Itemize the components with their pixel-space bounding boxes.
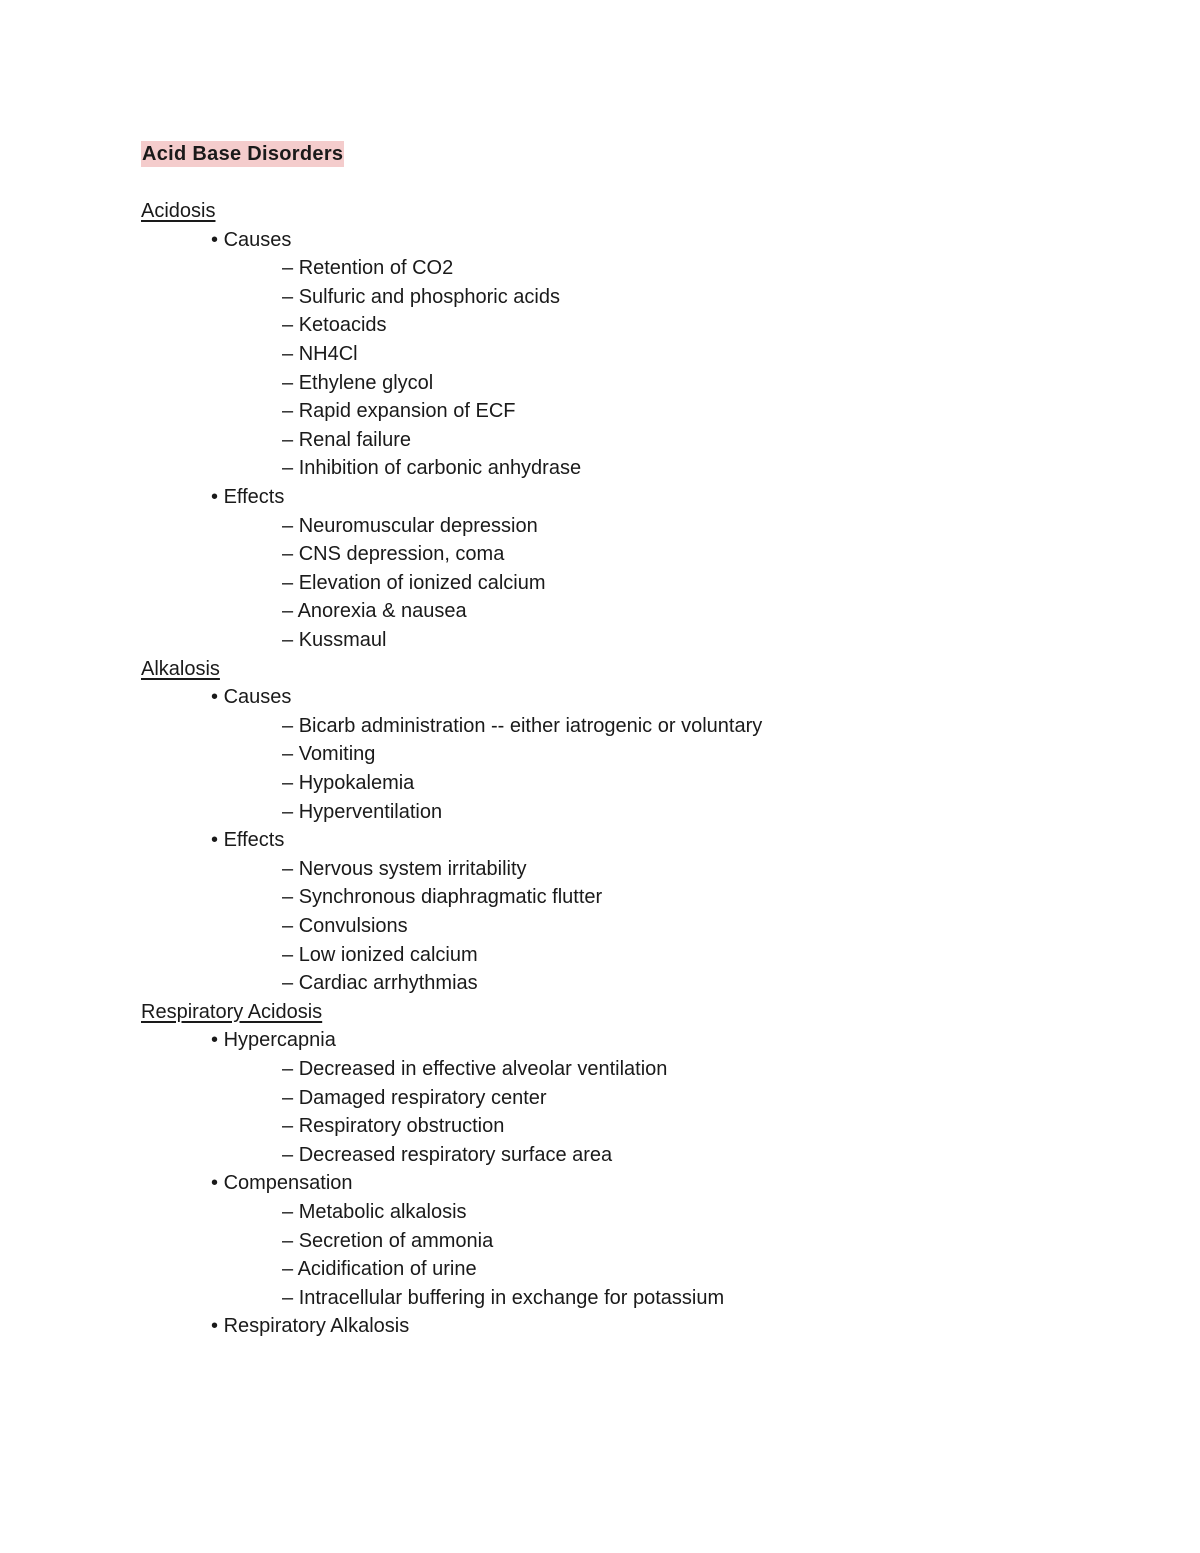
outline-dash-item — [282, 941, 478, 969]
outline-dash-item — [282, 397, 515, 425]
dash-item-text: Decreased in effective alveolar ventilation — [298, 1058, 668, 1080]
outline-bullet-item — [211, 1169, 353, 1197]
dash-item-text: Retention of CO2 — [298, 257, 454, 280]
dash-marker: – — [282, 343, 294, 365]
dash-marker: – — [282, 428, 294, 451]
outline-dash-item — [282, 969, 478, 997]
dash-marker: – — [282, 1258, 294, 1281]
dash-item-text: CNS depression, coma — [298, 543, 505, 566]
outline-bullet-item — [211, 483, 284, 511]
document-title: Acid Base Disorders — [142, 143, 344, 165]
outline-dash-item — [282, 626, 387, 654]
bullet-marker: • — [211, 829, 219, 852]
outline-bullet-item — [211, 1026, 336, 1054]
outline-dash-item — [282, 912, 408, 940]
dash-item-text: Synchronous diaphragmatic flutter — [298, 886, 603, 909]
dash-item-text: Anorexia & nausea — [297, 600, 467, 623]
dash-marker: – — [282, 1058, 294, 1080]
outline-dash-item — [282, 740, 375, 768]
dash-item-text: Vomiting — [298, 743, 376, 766]
dash-item-text: Neuromuscular depression — [298, 514, 538, 537]
outline-dash-item — [282, 1112, 504, 1140]
outline-dash-item — [282, 1084, 547, 1112]
outline-dash-item — [282, 769, 414, 797]
outline-dash-item — [282, 597, 467, 625]
outline-dash-item — [282, 1055, 667, 1083]
outline-bullet-item — [211, 226, 291, 254]
outline-dash-item — [282, 883, 602, 911]
outline-dash-item — [282, 569, 545, 597]
outline-dash-item — [282, 1198, 467, 1226]
dash-item-text: Metabolic alkalosis — [298, 1201, 467, 1223]
outline-dash-item — [282, 283, 560, 311]
dash-marker: – — [282, 400, 294, 423]
bullet-marker: • — [211, 486, 219, 508]
dash-item-text: NH4Cl — [298, 343, 358, 365]
dash-marker: – — [282, 1143, 294, 1166]
dash-item-text: Bicarb administration -- either iatrogenic or voluntary — [298, 714, 763, 737]
dash-item-text: Kussmaul — [298, 629, 387, 651]
outline-dash-item — [282, 855, 527, 883]
dash-marker: – — [282, 1115, 294, 1138]
dash-item-text: Intracellular buffering in exchange for potassium — [298, 1286, 725, 1309]
dash-marker: – — [282, 600, 294, 623]
outline-dash-item — [282, 254, 453, 282]
dash-marker: – — [282, 629, 294, 651]
outline-dash-item — [282, 426, 411, 454]
outline-dash-item — [282, 311, 387, 339]
dash-item-text: Sulfuric and phosphoric acids — [298, 285, 560, 308]
outline-dash-item — [282, 798, 442, 826]
outline-dash-item — [282, 1255, 477, 1283]
outline-dash-item — [282, 712, 762, 740]
outline-bullet-item — [211, 826, 284, 854]
dash-marker: – — [282, 285, 294, 308]
dash-item-text: Cardiac arrhythmias — [298, 972, 478, 995]
dash-item-text: Renal failure — [298, 428, 411, 451]
bullet-marker: • — [211, 1029, 219, 1052]
dash-item-text: Acidification of urine — [297, 1258, 477, 1281]
dash-item-text: Convulsions — [298, 915, 408, 937]
dash-marker: – — [282, 1229, 294, 1252]
dash-marker: – — [282, 943, 294, 966]
dash-marker: – — [282, 743, 294, 766]
dash-marker: – — [282, 1201, 294, 1223]
outline-dash-item — [282, 1227, 493, 1255]
dash-marker: – — [282, 972, 294, 995]
bullet-marker: • — [211, 686, 219, 709]
dash-marker: – — [282, 457, 294, 480]
dash-item-text: Inhibition of carbonic anhydrase — [298, 457, 582, 480]
dash-marker: – — [282, 915, 294, 937]
dash-marker: – — [282, 772, 294, 794]
section-heading: Alkalosis — [141, 657, 220, 680]
outline-bullet-item — [211, 683, 291, 711]
outline-dash-item — [282, 1284, 724, 1312]
dash-marker: – — [282, 1086, 294, 1109]
bullet-label: Hypercapnia — [223, 1029, 336, 1052]
dash-marker: – — [282, 571, 294, 594]
bullet-marker: • — [211, 1172, 219, 1195]
dash-marker: – — [282, 714, 294, 737]
dash-marker: – — [282, 886, 294, 909]
dash-item-text: Low ionized calcium — [298, 943, 478, 966]
dash-item-text: Nervous system irritability — [298, 857, 527, 880]
dash-marker: – — [282, 857, 294, 880]
bullet-label: Causes — [223, 686, 292, 709]
bullet-label: Respiratory Alkalosis — [223, 1315, 410, 1338]
dash-item-text: Rapid expansion of ECF — [298, 400, 516, 423]
dash-item-text: Ketoacids — [298, 314, 387, 337]
bullet-marker: • — [211, 228, 219, 251]
dash-item-text: Hyperventilation — [298, 800, 443, 823]
dash-marker: – — [282, 314, 294, 337]
dash-item-text: Elevation of ionized calcium — [298, 571, 546, 594]
bullet-label: Effects — [223, 486, 285, 508]
dash-marker: – — [282, 1286, 294, 1309]
outline-dash-item — [282, 369, 433, 397]
bullet-label: Effects — [223, 829, 285, 852]
section-heading: Respiratory Acidosis — [141, 1000, 323, 1023]
outline-bullet-item — [211, 1312, 409, 1340]
outline-dash-item — [282, 540, 504, 568]
section-heading: Acidosis — [141, 200, 216, 222]
outline-dash-item — [282, 512, 538, 540]
bullet-label: Compensation — [223, 1172, 353, 1195]
outline-dash-item — [282, 454, 581, 482]
bullet-marker: • — [211, 1315, 219, 1338]
dash-item-text: Decreased respiratory surface area — [298, 1143, 613, 1166]
dash-marker: – — [282, 543, 294, 566]
outline-dash-item — [282, 340, 358, 368]
dash-item-text: Secretion of ammonia — [298, 1229, 494, 1252]
dash-item-text: Damaged respiratory center — [298, 1086, 547, 1109]
dash-item-text: Hypokalemia — [298, 772, 415, 794]
outline-dash-item — [282, 1141, 612, 1169]
dash-item-text: Respiratory obstruction — [298, 1115, 505, 1138]
dash-marker: – — [282, 257, 294, 280]
bullet-label: Causes — [223, 228, 292, 251]
dash-marker: – — [282, 800, 294, 823]
dash-item-text: Ethylene glycol — [298, 371, 434, 394]
dash-marker: – — [282, 514, 294, 537]
dash-marker: – — [282, 371, 294, 394]
